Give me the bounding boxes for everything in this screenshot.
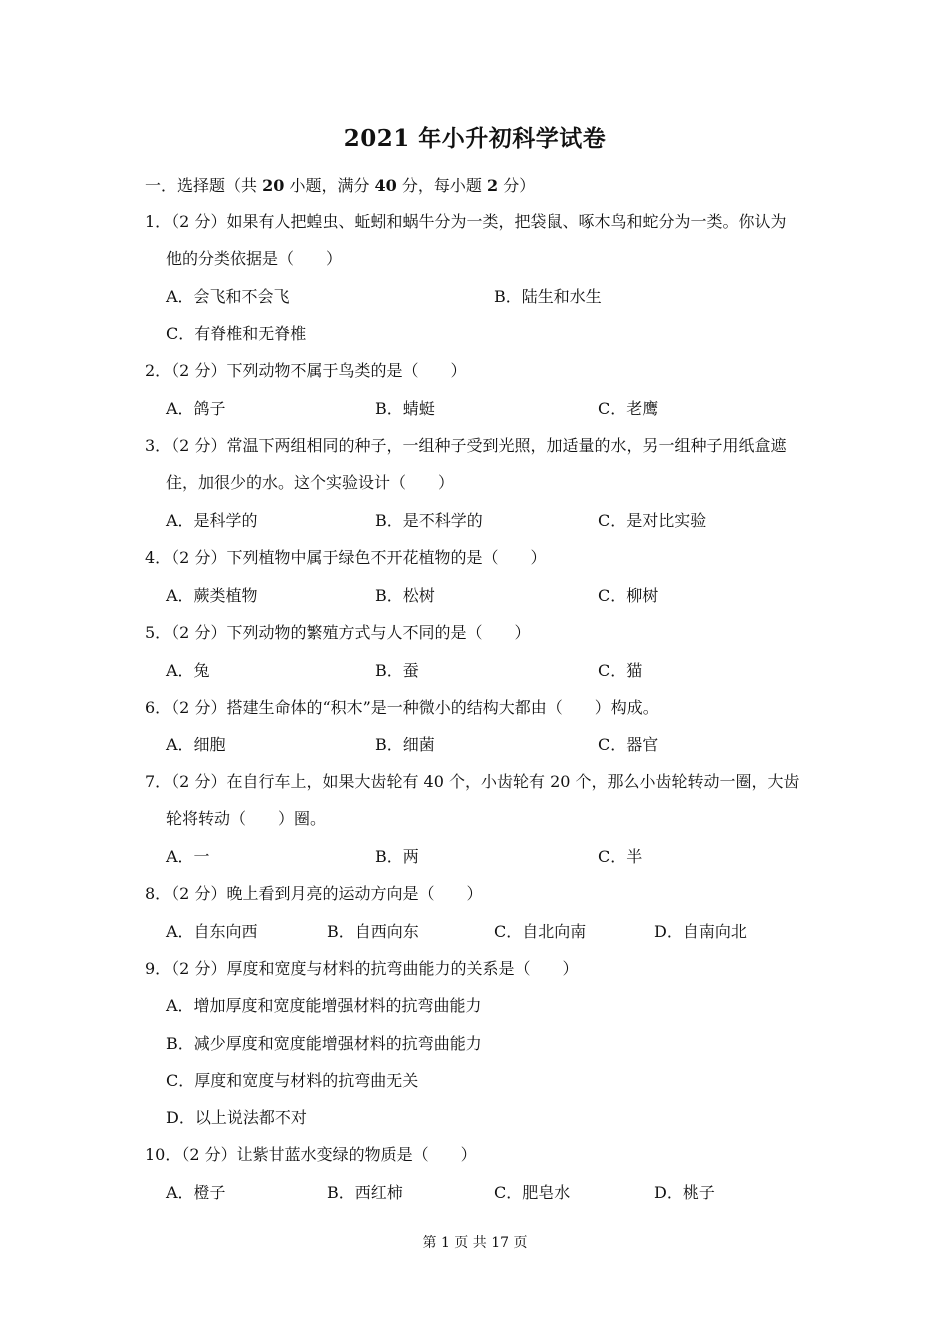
question-4-option-a: A．蕨类植物 (166, 586, 258, 605)
section-each: 2 (487, 176, 499, 195)
question-5-option-a: A．兔 (166, 661, 210, 680)
question-10-option-a: A．橙子 (166, 1183, 226, 1202)
question-9-option-b: B．减少厚度和宽度能增强材料的抗弯曲能力 (166, 1034, 482, 1053)
question-3-text: 3．（2 分）常温下两组相同的种子，一组种子受到光照，加适量的水，另一组种子用纸盒遮 (145, 436, 787, 455)
question-9-option-a: A．增加厚度和宽度能增强材料的抗弯曲能力 (166, 996, 482, 1015)
question-4-option-c: C．柳树 (598, 586, 659, 605)
section-suffix: 分） (498, 176, 536, 195)
question-7-text-cont: 轮将转动（ ）圈。 (166, 809, 327, 828)
question-10-option-c: C．肥皂水 (494, 1183, 571, 1202)
question-4-text: 4．（2 分）下列植物中属于绿色不开花植物的是（ ） (145, 548, 547, 567)
question-5-text: 5．（2 分）下列动物的繁殖方式与人不同的是（ ） (145, 623, 531, 642)
question-2-option-c: C．老鹰 (598, 399, 659, 418)
question-1-text-cont: 他的分类依据是（ ） (166, 249, 343, 268)
section-heading (145, 176, 535, 196)
question-7-text: 7．（2 分）在自行车上，如果大齿轮有 40 个，小齿轮有 20 个，那么小齿轮转动一圈，大齿 (145, 772, 800, 791)
question-7-option-a: A．一 (166, 847, 210, 866)
question-3-text-cont: 住，加很少的水。这个实验设计（ ） (166, 473, 455, 492)
question-6-text: 6．（2 分）搭建生命体的“积木”是一种微小的结构大都由（ ）构成。 (145, 698, 659, 717)
question-4-option-b: B．松树 (375, 586, 435, 605)
question-2-text: 2．（2 分）下列动物不属于鸟类的是（ ） (145, 361, 467, 380)
question-1-option-c: C．有脊椎和无脊椎 (166, 324, 307, 343)
question-1-text: 1．（2 分）如果有人把蝗虫、蚯蚓和蜗牛分为一类，把袋鼠、啄木鸟和蛇分为一类。你认为 (145, 212, 787, 231)
section-prefix: 一．选择题（共 (145, 176, 263, 195)
section-score: 40 (374, 176, 397, 195)
question-5-option-b: B．蚕 (375, 661, 419, 680)
question-6-option-c: C．器官 (598, 735, 659, 754)
section-mid1: 小题，满分 (284, 176, 375, 195)
question-9-text: 9．（2 分）厚度和宽度与材料的抗弯曲能力的关系是（ ） (145, 959, 579, 978)
question-8-option-d: D．自南向北 (654, 922, 747, 941)
section-mid2: 分，每小题 (396, 176, 487, 195)
question-7-option-c: C．半 (598, 847, 643, 866)
question-3-option-b: B．是不科学的 (375, 511, 483, 530)
question-8-option-c: C．自北向南 (494, 922, 587, 941)
question-3-option-c: C．是对比实验 (598, 511, 707, 530)
question-3-option-a: A．是科学的 (166, 511, 258, 530)
question-9-option-d: D．以上说法都不对 (166, 1108, 307, 1127)
page-footer: 第 1 页 共 17 页 (422, 1235, 528, 1251)
question-9-option-c: C．厚度和宽度与材料的抗弯曲无关 (166, 1071, 419, 1090)
question-1-option-b: B．陆生和水生 (494, 287, 602, 306)
question-2-option-a: A．鸽子 (166, 399, 226, 418)
page-title: 2021 年小升初科学试卷 (343, 125, 607, 152)
question-8-text: 8．（2 分）晚上看到月亮的运动方向是（ ） (145, 884, 483, 903)
question-8-option-a: A．自东向西 (166, 922, 258, 941)
question-6-option-a: A．细胞 (166, 735, 226, 754)
question-7-option-b: B．两 (375, 847, 419, 866)
question-5-option-c: C．猫 (598, 661, 643, 680)
question-6-option-b: B．细菌 (375, 735, 435, 754)
question-1-option-a: A．会飞和不会飞 (166, 287, 290, 306)
question-10-option-d: D．桃子 (654, 1183, 715, 1202)
question-8-option-b: B．自西向东 (327, 922, 419, 941)
question-10-option-b: B．西红柿 (327, 1183, 403, 1202)
question-10-text: 10．（2 分）让紫甘蓝水变绿的物质是（ ） (145, 1145, 477, 1164)
question-2-option-b: B．蜻蜓 (375, 399, 435, 418)
section-count: 20 (262, 176, 285, 195)
